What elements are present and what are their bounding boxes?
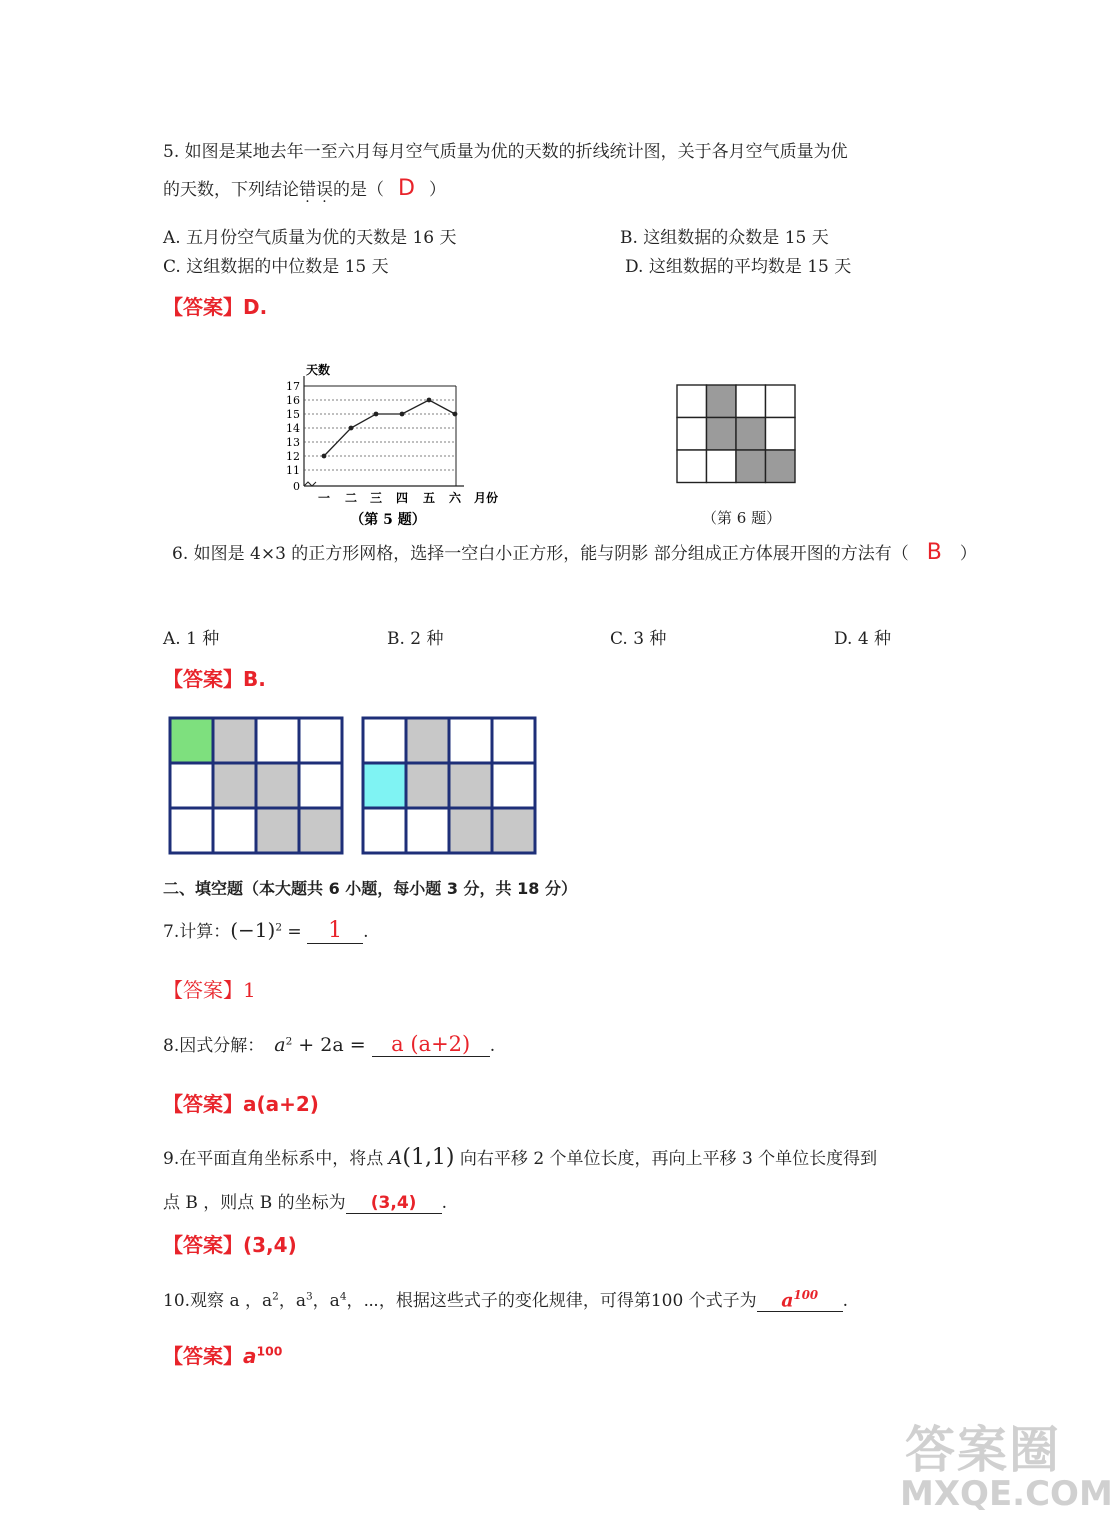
y-tick-label: 11	[286, 464, 300, 477]
fig5-line-chart	[278, 360, 518, 530]
solution-cell	[449, 718, 492, 763]
q10-answer-inline	[757, 1288, 843, 1312]
y-tick-label: 17	[286, 380, 300, 393]
q5-line2-post: 的是（	[333, 180, 384, 200]
q9-line2-pre: 点 B ，则点 B 的坐标为	[163, 1193, 346, 1213]
q10-sep-2: ，a	[278, 1291, 306, 1311]
q5-line2-pre: 的天数，下列结论	[163, 180, 299, 200]
solution-cell	[363, 718, 406, 763]
q8-label: 8.因式分解：	[163, 1036, 265, 1056]
q10	[163, 1286, 848, 1312]
grid-cell	[707, 450, 737, 483]
q7-answer-inline: 1	[307, 918, 363, 944]
y-tick-label: 12	[286, 450, 300, 463]
q7-tail: .	[363, 922, 369, 942]
y-tick-label: 16	[286, 394, 300, 407]
q6-solution-grid-2	[361, 716, 537, 856]
grid-cell	[677, 418, 707, 451]
q10-tail: .	[842, 1291, 849, 1311]
q5-answer: 【答案】D.	[163, 295, 268, 319]
q6-answer: 【答案】B.	[163, 667, 266, 691]
q10-text-post: ，⋯，根据这些式子的变化规律，可得第100 个式子为	[346, 1291, 757, 1311]
q9-coords: (1,1)	[402, 1145, 455, 1170]
q6-option-b: B. 2 种	[387, 629, 444, 649]
q5-option-b: B. 这组数据的众数是 15 天	[620, 228, 829, 248]
q10-answer-exp2: 100	[256, 1343, 283, 1359]
data-point	[453, 412, 458, 417]
grid-cell	[766, 385, 796, 418]
q9-answer: 【答案】(3,4)	[163, 1233, 297, 1257]
x-tick-label: 一	[317, 491, 331, 505]
solution-cell	[299, 763, 342, 808]
q10-text-pre: 10.观察 a ，a	[163, 1291, 273, 1311]
q7-exp: 2	[275, 921, 283, 934]
q8-answer: 【答案】a(a+2)	[163, 1092, 319, 1116]
q8-tail: .	[489, 1036, 496, 1056]
x-tick-label: 三	[369, 491, 383, 505]
grid-cell-shaded	[736, 450, 766, 483]
x-tick-label: 六	[448, 491, 462, 505]
q6-option-d: D. 4 种	[834, 629, 892, 649]
q9-tail: .	[441, 1193, 448, 1213]
q10-answer-label: 【答案】	[163, 1344, 243, 1368]
data-point	[427, 398, 432, 403]
data-point	[374, 412, 379, 417]
grid-cell-shaded	[766, 450, 796, 483]
q5-option-c: C. 这组数据的中位数是 15 天	[163, 257, 389, 277]
q7	[163, 917, 369, 944]
y-tick-label: 14	[286, 422, 300, 435]
data-point	[400, 412, 405, 417]
solution-cell-shaded	[492, 808, 535, 853]
solution-cell-highlight	[363, 763, 406, 808]
x-tick-label: 二	[344, 491, 358, 505]
grid-cell-shaded	[736, 418, 766, 451]
q8	[163, 1031, 495, 1057]
grid-cell	[736, 385, 766, 418]
solution-cell	[492, 763, 535, 808]
q5-line1: 5. 如图是某地去年一至六月每月空气质量为优的天数的折线统计图，关于各月空气质量为优	[163, 142, 848, 162]
q6-choice: B	[926, 540, 942, 565]
solution-cell-shaded	[213, 718, 256, 763]
solution-cell-shaded	[213, 763, 256, 808]
q7-label: 7.计算：	[163, 922, 231, 942]
grid-cell-shaded	[707, 385, 737, 418]
q8-expr-exp: 2	[285, 1035, 293, 1048]
q10-exp-2: 2	[272, 1290, 279, 1303]
solution-cell	[170, 763, 213, 808]
watermark-logo: 答案圈	[905, 1421, 1061, 1479]
solution-cell-shaded	[299, 808, 342, 853]
grid-cell	[677, 450, 707, 483]
q6-option-a: A. 1 种	[163, 629, 220, 649]
solution-cell-shaded	[449, 808, 492, 853]
q9-answer-inline: (3,4)	[346, 1193, 442, 1214]
solution-cell	[363, 808, 406, 853]
solution-cell	[299, 718, 342, 763]
watermark-url: MXQE.COM	[900, 1474, 1113, 1514]
q10-answer-base: a	[781, 1289, 794, 1311]
q10-exp-4: 4	[339, 1290, 347, 1303]
solution-cell-shaded	[256, 808, 299, 853]
q7-answer: 【答案】1	[163, 978, 256, 1002]
x-tick-label: 四	[395, 491, 409, 505]
q8-expr-a: a	[274, 1034, 286, 1056]
q9-line1-pre: 9.在平面直角坐标系中，将点	[163, 1149, 389, 1169]
solution-cell	[256, 718, 299, 763]
solution-cell	[170, 808, 213, 853]
q10-exp-3: 3	[305, 1290, 313, 1303]
solution-cell-shaded	[449, 763, 492, 808]
solution-cell	[213, 808, 256, 853]
q6-solution-grid-1	[168, 716, 344, 856]
solution-cell	[406, 808, 449, 853]
q5-emphasis-1: 错	[299, 180, 316, 200]
grid-cell	[766, 418, 796, 451]
y-tick-label: 0	[293, 480, 300, 493]
solution-cell-shaded	[406, 718, 449, 763]
y-axis-label: 天数	[306, 363, 331, 377]
q9-line2	[163, 1188, 447, 1214]
x-axis-label: 月份	[474, 491, 499, 505]
grid-cell	[677, 385, 707, 418]
q10-answer-exp: 100	[793, 1287, 819, 1302]
q5-emphasis-2: 误	[316, 180, 333, 200]
q6-text	[172, 539, 977, 565]
q6-option-c: C. 3 种	[610, 629, 667, 649]
y-tick-label: 13	[286, 436, 300, 449]
q10-sep-3: ，a	[312, 1291, 340, 1311]
q9-point: A	[388, 1147, 403, 1169]
q8-answer-inline: a (a+2)	[372, 1032, 490, 1057]
data-point	[322, 454, 327, 459]
solution-cell	[492, 718, 535, 763]
grid-cell-shaded	[707, 418, 737, 451]
q8-expr-rest: + 2a =	[292, 1034, 372, 1056]
fig6-grid	[676, 384, 798, 486]
q6-stem: 6. 如图是 4×3 的正方形网格，选择一空白小正方形，能与阴影 部分组成正方体展开图的方法有（	[172, 544, 909, 564]
solution-cell-highlight	[170, 718, 213, 763]
q6-close: ）	[959, 544, 977, 564]
axis-break	[304, 482, 316, 486]
q5-line2	[163, 175, 446, 201]
q5-option-a: A. 五月份空气质量为优的天数是 16 天	[163, 228, 457, 248]
q7-expr: (−1)	[230, 918, 276, 942]
q5-option-d: D. 这组数据的平均数是 15 天	[625, 257, 852, 277]
q9-line1	[163, 1144, 877, 1170]
y-tick-label: 15	[286, 408, 300, 421]
chart-caption: （第 5 题）	[350, 512, 426, 528]
q5-close: ）	[428, 180, 446, 200]
q10-answer	[163, 1340, 282, 1369]
q5-choice: D	[398, 176, 415, 201]
x-tick-label: 五	[422, 491, 436, 505]
q7-eq: =	[282, 922, 308, 942]
solution-cell-shaded	[406, 763, 449, 808]
q9-line1-post: 向右平移 2 个单位长度，再向上平移 3 个单位长度得到	[454, 1149, 878, 1169]
fig6-caption: （第 6 题）	[702, 509, 782, 527]
section2-title: 二、填空题（本大题共 6 小题，每小题 3 分，共 18 分）	[163, 879, 577, 898]
q10-answer-base2: a	[243, 1344, 257, 1368]
solution-cell-shaded	[256, 763, 299, 808]
data-point	[349, 426, 354, 431]
